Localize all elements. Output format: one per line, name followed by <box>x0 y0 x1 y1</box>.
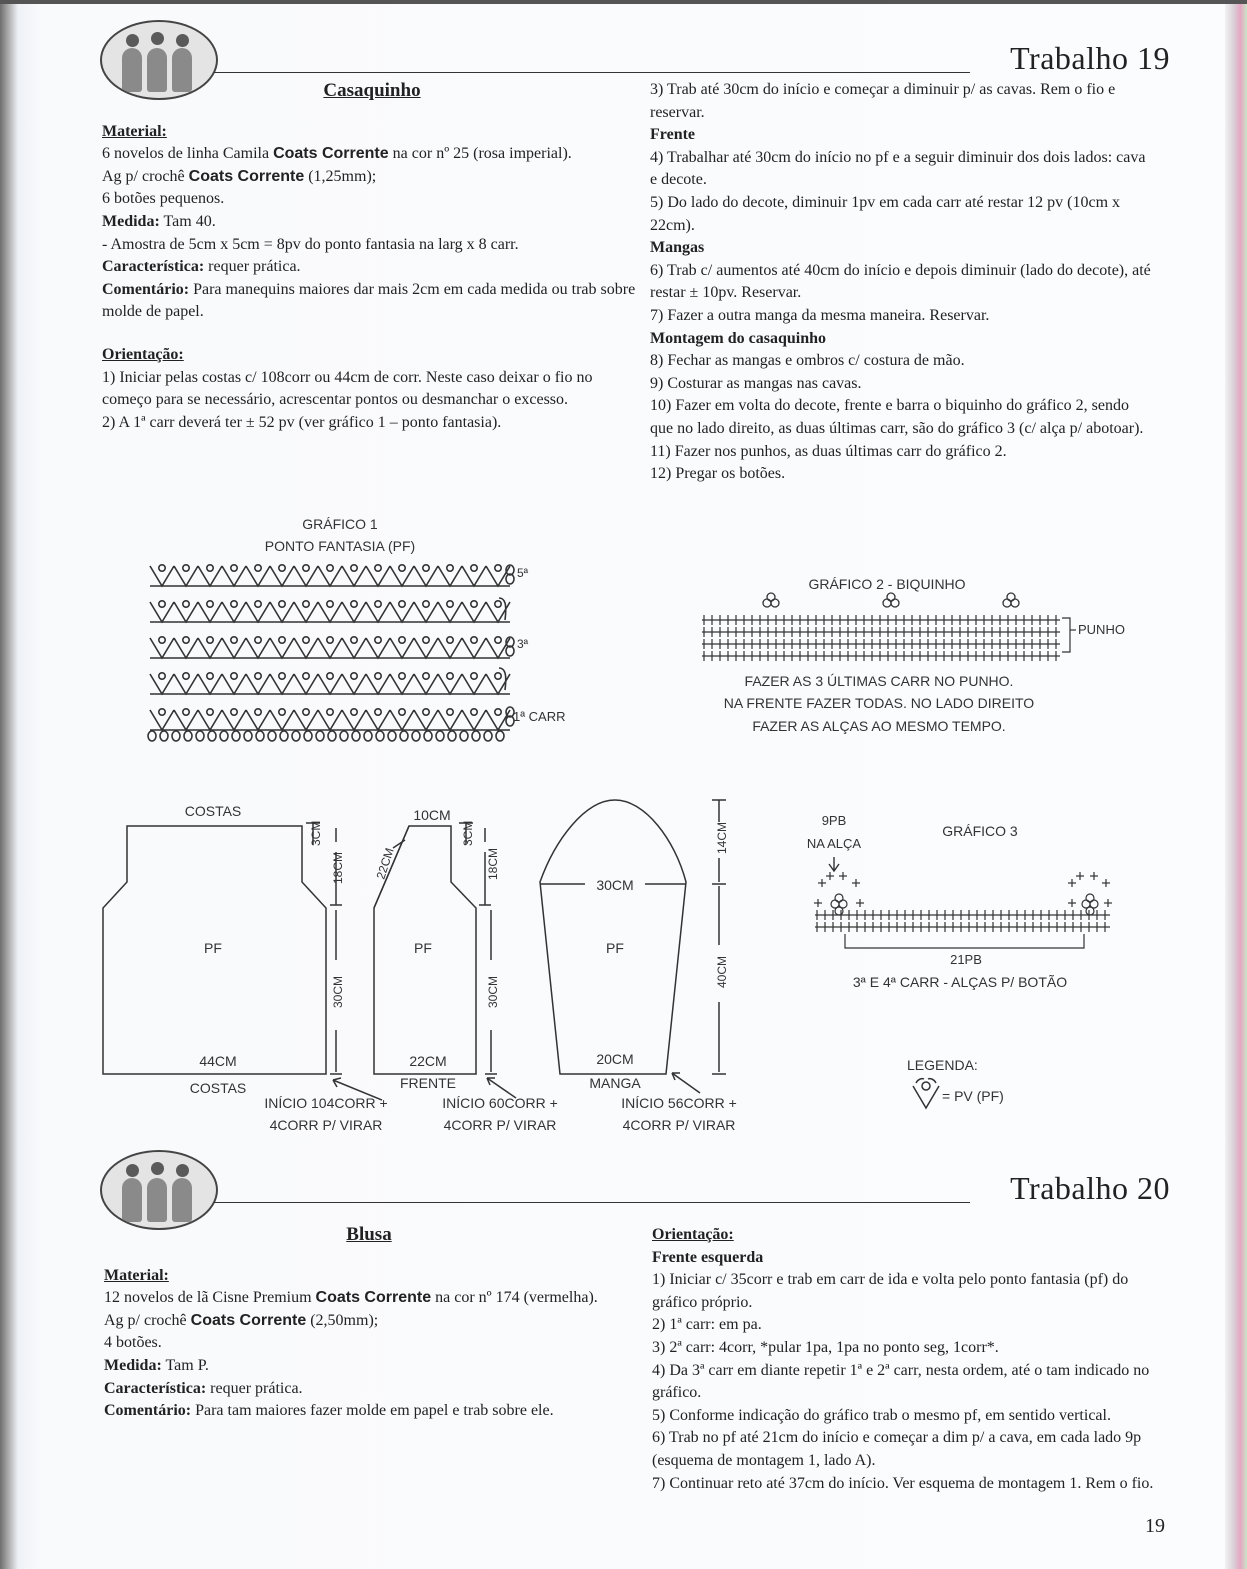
t19-material-line-1: 6 novelos de linha Camila Coats Corrente na cor nº 25 (rosa imperial). <box>102 145 572 163</box>
manga-labels <box>589 822 736 1133</box>
grafico-2 <box>702 576 1125 734</box>
t19-medida: Medida: Tam 40. <box>102 212 216 230</box>
frente-pf-label: PF <box>414 940 432 956</box>
t19-step-8: 8) Fechar as mangas e ombros c/ costura de mão. <box>650 352 965 370</box>
grafico-1 <box>148 516 566 741</box>
t20-comentario: Comentário: Para tam maiores fazer molde em papel e trab sobre ele. <box>104 1402 554 1420</box>
costas-top-label: COSTAS <box>184 803 242 819</box>
t19-orientacao-label: Orientação: <box>102 345 184 363</box>
t20-step-5: 5) Conforme indicação do gráfico trab o mesmo pf, em sentido vertical. <box>652 1406 1111 1424</box>
page-number: 19 <box>1145 1515 1165 1537</box>
grafico-3 <box>807 813 1112 990</box>
frente-10cm: 10CM <box>413 807 451 823</box>
t20-step-6: 6) Trab no pf até 21cm do início e começar a dim p/ a cava, em cada lado 9p (esquema de montagem 1, lado A). <box>652 1429 1142 1469</box>
grafico3-na-alca: NA ALÇA <box>806 836 862 851</box>
frente-30cm: 30CM <box>486 975 500 1008</box>
grafico3-note: 3ª E 4ª CARR - ALÇAS P/ BOTÃO <box>852 974 1068 990</box>
manga-40cm: 40CM <box>715 955 729 988</box>
t19-botoes: 6 botões pequenos. <box>102 190 225 208</box>
legenda-label: LEGENDA: <box>907 1057 978 1073</box>
costas-pf-label: PF <box>204 940 222 956</box>
t19-title: Casaquinho <box>323 80 421 101</box>
t20-medida: Medida: Tam P. <box>104 1356 209 1374</box>
frente-labels <box>374 807 558 1133</box>
t19-material-line-2: Ag p/ crochê Coats Corrente (1,25mm); <box>102 167 377 185</box>
manga-inicio-1: INÍCIO 56CORR + <box>621 1095 737 1111</box>
t19-step-2: 2) A 1ª carr deverá ter ± 52 pv (ver gráfico 1 – ponto fantasia). <box>102 413 502 431</box>
t19-step-10: 10) Fazer em volta do decote, frente e barra o biquinho do gráfico 2, sendo que no lado direito, as duas últimas carr, são do gráfico 3 (c/ alça p/ abotoar). <box>650 397 1144 437</box>
t20-frente-label: Frente esquerda <box>652 1248 764 1266</box>
ponto-fantasia-chart <box>148 565 514 741</box>
frente-18cm: 18CM <box>486 847 500 880</box>
t20-material-label: Material: <box>104 1266 169 1284</box>
t20-step-3: 3) 2ª carr: 4corr, *pular 1pa, 1pa no ponto seg, 1corr*. <box>652 1338 999 1356</box>
manga-20cm: 20CM <box>596 1051 634 1067</box>
grafico1-row1-label: 1ª CARR <box>513 709 566 724</box>
costas-30cm: 30CM <box>331 975 345 1008</box>
grafico2-note-2: NA FRENTE FAZER TODAS. NO LADO DIREITO <box>723 695 1035 711</box>
t19-mangas-label: Mangas <box>650 239 705 257</box>
pv-symbol-icon <box>913 1079 939 1108</box>
header-title: Trabalho 19 <box>1010 40 1170 76</box>
t20-step-2: 2) 1ª carr: em pa. <box>652 1316 762 1334</box>
t20-step-7: 7) Continuar reto até 37cm do início. Ver esquema de montagem 1. Rem o fio. <box>652 1474 1154 1492</box>
t20-material-line-1: 12 novelos de lã Cisne Premium Coats Corrente na cor nº 174 (vermelha). <box>104 1289 598 1307</box>
t19-material-label: Material: <box>102 122 167 140</box>
t19-step-3: 3) Trab até 30cm do início e começar a diminuir p/ as cavas. Rem o fio e reservar. <box>650 81 1116 121</box>
biquinho-chart <box>702 615 1060 661</box>
grafico2-note-1: FAZER AS 3 ÚLTIMAS CARR NO PUNHO. <box>744 673 1014 689</box>
grafico1-row5-label: 5ª <box>517 566 529 580</box>
t20-left-column <box>104 1224 634 1423</box>
grafico1-row3-label: 3ª <box>517 637 529 651</box>
t19-step-7: 7) Fazer a outra manga da mesma maneira. Reservar. <box>650 306 990 324</box>
frente-inicio-2: 4CORR P/ VIRAR <box>443 1117 557 1133</box>
costas-3cm: 3CM <box>309 820 323 846</box>
t19-step-4: 4) Trabalhar até 30cm do início no pf e a seguir diminuir dos dois lados: cava e decote. <box>650 148 1146 189</box>
t19-step-11: 11) Fazer nos punhos, as duas últimas carr do gráfico 2. <box>650 442 1007 460</box>
manga-inicio-2: 4CORR P/ VIRAR <box>622 1117 736 1133</box>
manga-bottom-label: MANGA <box>589 1075 641 1091</box>
manga-pf-label: PF <box>606 940 624 956</box>
t19-frente-label: Frente <box>650 126 696 144</box>
frente-22cm-diag: 22CM <box>373 846 397 881</box>
frente-inicio-1: INÍCIO 60CORR + <box>442 1095 558 1111</box>
t19-step-9: 9) Costurar as mangas nas cavas. <box>650 374 862 392</box>
models-photo <box>100 1150 218 1230</box>
grafico2-title: GRÁFICO 2 - BIQUINHO <box>808 576 966 592</box>
grafico3-title: GRÁFICO 3 <box>942 823 1018 839</box>
costas-inicio-1: INÍCIO 104CORR + <box>264 1095 388 1111</box>
t20-right-column <box>652 1224 1177 1495</box>
frente-bottom-label: FRENTE <box>400 1075 456 1091</box>
t20-orientacao-label: Orientação: <box>652 1226 734 1243</box>
t20-title: Blusa <box>346 1224 392 1245</box>
costas-18cm: 18CM <box>331 851 345 884</box>
legenda-text: = PV (PF) <box>942 1088 1004 1104</box>
t19-step-5: 5) Do lado do decote, diminuir 1pv em cada carr até restar 12 pv (10cm x 22cm). <box>650 193 1121 234</box>
manga-30cm: 30CM <box>596 877 634 893</box>
grafico3-9pb: 9PB <box>821 813 847 828</box>
t20-material-line-2: Ag p/ crochê Coats Corrente (2,50mm); <box>104 1311 379 1329</box>
grafico1-subtitle: PONTO FANTASIA (PF) <box>264 538 416 554</box>
alca-chart <box>814 872 1112 932</box>
costas-bottom-label: COSTAS <box>189 1080 247 1096</box>
t19-step-6: 6) Trab c/ aumentos até 40cm do início e depois diminuir (lado do decote), até restar ± 10pv. Reservar. <box>650 261 1151 302</box>
header-title: Trabalho 20 <box>1010 1170 1170 1206</box>
t20-botoes: 4 botões. <box>104 1334 162 1352</box>
legenda <box>907 1057 1004 1108</box>
t19-amostra: - Amostra de 5cm x 5cm = 8pv do ponto fantasia na larg x 8 carr. <box>102 235 519 253</box>
t20-step-4: 4) Da 3ª carr em diante repetir 1ª e 2ª carr, nesta ordem, até o tam indicado no gráfico. <box>652 1361 1150 1402</box>
t19-step-12: 12) Pregar os botões. <box>650 465 786 483</box>
costas-labels <box>185 803 388 1133</box>
grafico2-note-3: FAZER AS ALÇAS AO MESMO TEMPO. <box>752 718 1006 734</box>
t19-caracteristica: Característica: requer prática. <box>102 258 301 276</box>
t19-step-1: 1) Iniciar pelas costas c/ 108corr ou 44cm de corr. Neste caso deixar o fio no começo para se necessário, acrescentar pontos ou desmanchar o excesso. <box>102 368 593 409</box>
header-trabalho-20 <box>100 1150 1170 1230</box>
manga-14cm: 14CM <box>715 821 729 854</box>
costas-width-label: 44CM <box>199 1053 237 1069</box>
costas-inicio-2: 4CORR P/ VIRAR <box>269 1117 383 1133</box>
grafico3-21pb: 21PB <box>950 952 982 967</box>
frente-3cm: 3CM <box>461 820 475 846</box>
frente-width-label: 22CM <box>409 1053 447 1069</box>
grafico2-punho-label: PUNHO <box>1078 622 1125 637</box>
t19-montagem-label: Montagem do casaquinho <box>650 329 827 347</box>
manga-schematic <box>540 800 726 1093</box>
t19-comentario: Comentário: Para manequins maiores dar mais 2cm em cada medida ou trab sobre molde de papel. <box>102 280 636 321</box>
header-rule <box>214 1202 970 1203</box>
t20-step-1: 1) Iniciar c/ 35corr e trab em carr de ida e volta pelo ponto fantasia (pf) do gráfico próprio. <box>652 1271 1129 1311</box>
biquinho-picots <box>763 593 1019 607</box>
t20-caracteristica: Característica: requer prática. <box>104 1379 303 1397</box>
grafico1-title: GRÁFICO 1 <box>302 516 378 532</box>
